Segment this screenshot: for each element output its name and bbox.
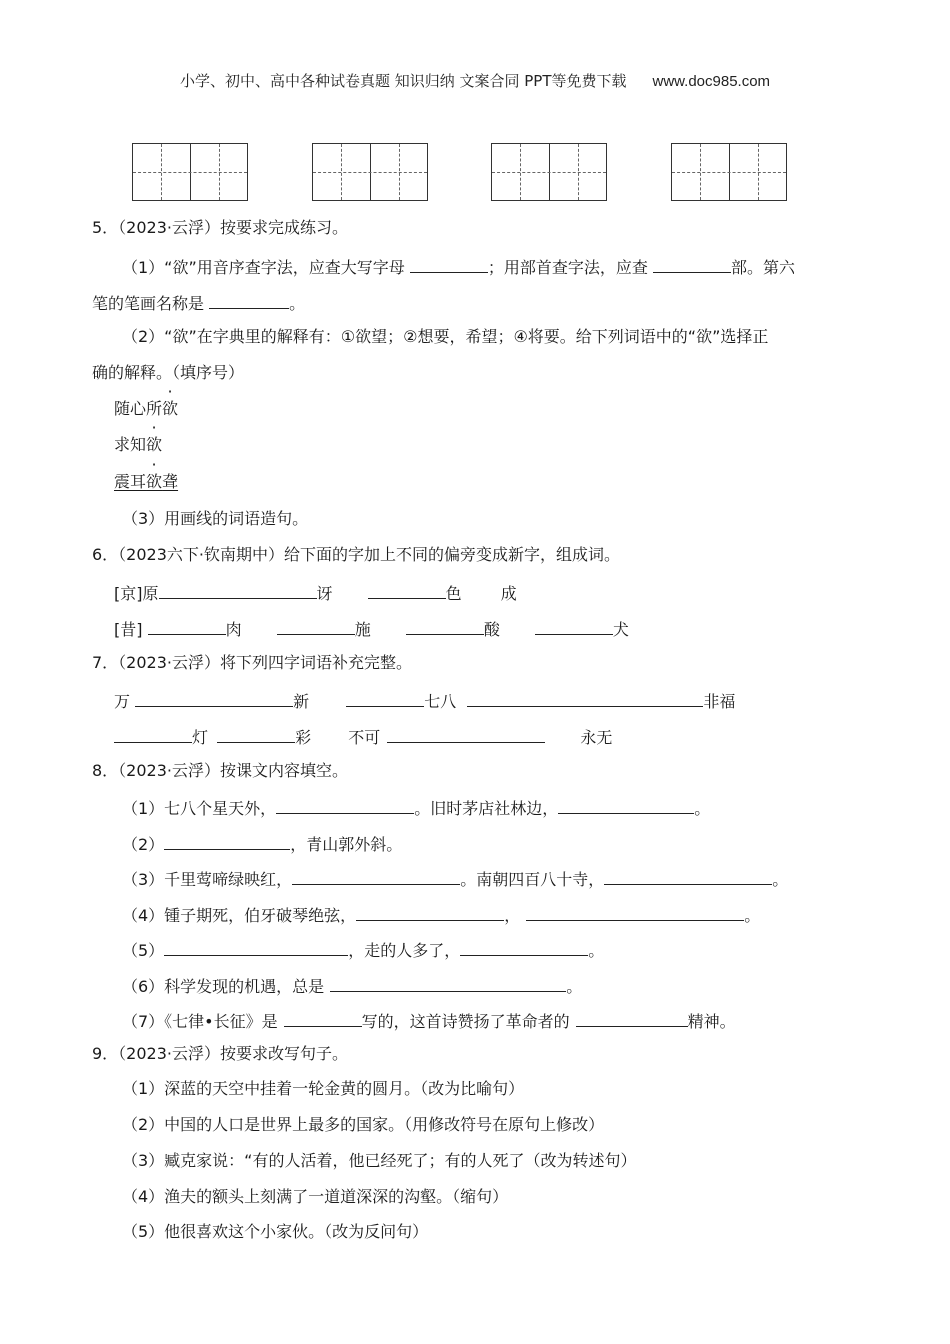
q5-blank-letter[interactable]	[410, 254, 488, 273]
q6-title: 6．（2023六下·钦南期中）给下面的字加上不同的偏旁变成新字，组成词。	[92, 545, 620, 564]
q5-word-3-underlined: 震耳欲聋	[114, 472, 179, 491]
writing-grid-1[interactable]	[132, 143, 248, 201]
q5-blank-stroke[interactable]	[209, 290, 289, 309]
q8-item-6: （6）科学发现的机遇，总是 。	[122, 973, 582, 998]
q7-blank-1[interactable]	[135, 688, 293, 707]
q8-blank-8[interactable]	[164, 937, 348, 956]
writing-grid-2[interactable]	[312, 143, 428, 201]
writing-grid-3[interactable]	[491, 143, 607, 201]
q9-item-1: （1）深蓝的天空中挂着一轮金黄的圆月。（改为比喻句）	[122, 1079, 525, 1098]
q9-item-4: （4）渔夫的额头上刻满了一道道深深的沟壑。（缩句）	[122, 1187, 509, 1206]
q8-item-3: （3）千里莺啼绿映红， 。南朝四百八十寺， 。	[122, 866, 788, 891]
q9-item-3: （3）臧克家说：“有的人活着，他已经死了；有的人死了（改为转述句）	[122, 1151, 637, 1170]
q8-blank-12[interactable]	[576, 1008, 688, 1027]
q7-row-2: 灯 彩 不可 永无	[114, 724, 612, 749]
q5-part2-line1: （2）“欲”在字典里的解释有：①欲望；②想要，希望；④将要。给下列词语中的“欲”选择正	[122, 327, 769, 346]
q6-row-xi: [昔] 肉 施 酸 犬	[114, 616, 629, 641]
q8-item-1: （1）七八个星天外， 。旧时茅店社林边， 。	[122, 795, 710, 820]
q5-part1-line2: 笔的笔画名称是 。	[92, 290, 305, 315]
q8-blank-9[interactable]	[460, 937, 588, 956]
q5-blank-radical[interactable]	[653, 254, 731, 273]
q7-row-1: 万 新 七八 非福	[114, 688, 735, 713]
q8-blank-4[interactable]	[292, 866, 460, 885]
writing-grid-4[interactable]	[671, 143, 787, 201]
q8-blank-7[interactable]	[526, 902, 744, 921]
q5-part3: （3）用画线的词语造句。	[122, 509, 309, 528]
q7-blank-5[interactable]	[217, 724, 295, 743]
q8-blank-11[interactable]	[284, 1008, 362, 1027]
q8-item-2: （2） ，青山郭外斜。	[122, 831, 402, 856]
q6-blank-5[interactable]	[406, 616, 484, 635]
q5-word-2: 求知欲	[114, 435, 163, 454]
q5-part1-line1: （1）“欲”用音序查字法，应查大写字母 ；用部首查字法，应查 部。第六	[122, 254, 795, 279]
q5-part2-line2: 确的解释。（填序号）	[92, 363, 245, 382]
q8-item-7: （7）《七律•长征》是 写的，这首诗赞扬了革命者的 精神。	[122, 1008, 736, 1033]
q6-blank-6[interactable]	[535, 616, 613, 635]
q8-blank-5[interactable]	[604, 866, 772, 885]
q7-blank-2[interactable]	[346, 688, 424, 707]
q8-blank-1[interactable]	[276, 795, 414, 814]
q6-blank-3[interactable]	[148, 616, 226, 635]
q9-item-2: （2）中国的人口是世界上最多的国家。（用修改符号在原句上修改）	[122, 1115, 605, 1134]
q8-blank-3[interactable]	[164, 831, 290, 850]
q8-item-4: （4）锺子期死，伯牙破琴绝弦， ， 。	[122, 902, 760, 927]
q8-blank-10[interactable]	[330, 973, 566, 992]
q8-blank-6[interactable]	[356, 902, 504, 921]
q9-item-5: （5）他很喜欢这个小家伙。（改为反问句）	[122, 1222, 429, 1241]
page-header	[0, 70, 950, 91]
q6-blank-1[interactable]	[159, 580, 317, 599]
q8-item-5: （5） ，走的人多了， 。	[122, 937, 604, 962]
q6-blank-4[interactable]	[277, 616, 355, 635]
q5-title: 5．（2023·云浮）按要求完成练习。	[92, 218, 348, 237]
q8-title: 8．（2023·云浮）按课文内容填空。	[92, 761, 348, 780]
q7-blank-4[interactable]	[114, 724, 192, 743]
q7-blank-3[interactable]	[467, 688, 703, 707]
q6-row-jing: [京]原 讶 色 成	[114, 580, 517, 605]
q8-blank-2[interactable]	[558, 795, 694, 814]
q9-title: 9．（2023·云浮）按要求改写句子。	[92, 1044, 348, 1063]
q7-blank-6[interactable]	[387, 724, 545, 743]
header-url[interactable]: www.doc985.com	[652, 73, 771, 90]
q6-blank-2[interactable]	[368, 580, 446, 599]
q5-word-1: 随心所欲	[114, 399, 179, 418]
q7-title: 7．（2023·云浮）将下列四字词语补充完整。	[92, 653, 412, 672]
pinyin-writing-grids	[132, 143, 832, 203]
header-text: 小学、初中、高中各种试卷真题 知识归纳 文案合同 PPT等免费下载	[179, 72, 627, 90]
